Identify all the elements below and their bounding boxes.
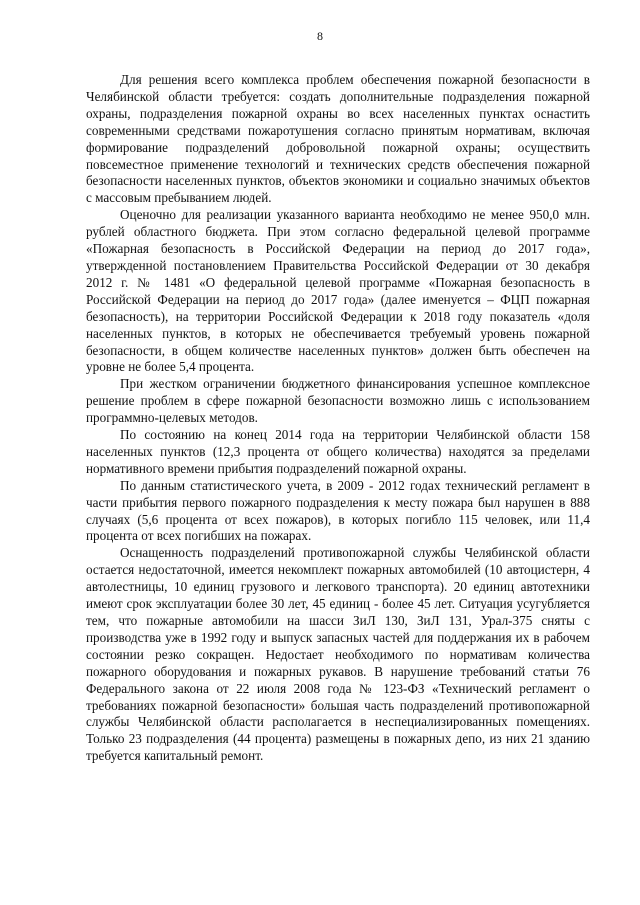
paragraph-statistics-2009-2012: По данным статистического учета, в 2009 - 2012 годах технический регламент в части прибытия первого пожарного подразделения к месту пожара был нарушен в 888 случаях (5,6 процента от всех пожаров), в которых погибло 115 человек, или 11,4 процента от всех погибших на пожарах. [86, 477, 590, 544]
document-body [86, 72, 590, 765]
paragraph-budget-estimate: Оценочно для реализации указанного варианта необходимо не менее 950,0 млн. рублей областного бюджета. При этом согласно федеральной целевой программе «Пожарная безопасность в Российской Федерации на период до 2017 года», утвержденной постановлением Правительства Российской Федерации от 30 декабря 2012 г. № 1481 «О федеральной целевой программе «Пожарная безопасность в Российской Федерации на период до 2017 года» (далее именуется – ФЦП пожарная безопасность), на территории Российской Федерации к 2018 году показатель «доля населенных пунктов, в которых не обеспечивается требуемый уровень пожарной безопасности, в общем количестве населенных пунктов» должен быть обеспечен на уровне не более 5,4 процента. [86, 207, 590, 375]
paragraph-fire-safety-measures: Для решения всего комплекса проблем обеспечения пожарной безопасности в Челябинской области требуется: создать дополнительные подразделения пожарной охраны, подразделения пожарной охраны во всех населенных пунктах оснастить современными средствами пожаротушения согласно принятым нормативам, включая формирование подразделений добровольной пожарной охраны; осуществить повсеместное применение технологий и технических средств обеспечения пожарной безопасности населенных пунктов, объектов экономики и социально значимых объектов с массовым пребыванием людей. [86, 72, 590, 206]
page-number: 8 [317, 29, 323, 43]
paragraph-settlements-2014: По состоянию на конец 2014 года на территории Челябинской области 158 населенных пунктов (12,3 процента от общего количества) находятся за пределами нормативного времени прибытия подразделений пожарной охраны. [86, 427, 590, 476]
paragraph-equipment-status: Оснащенность подразделений противопожарной службы Челябинской области остается недостаточной, имеется некомплект пожарных автомобилей (10 автоцистерн, 4 автолестницы, 10 единиц грузового и легкового транспорта). 20 единиц автотехники имеют срок эксплуатации более 30 лет, 45 единиц - более 45 лет. Ситуация усугубляется тем, что пожарные автомобили на шасси ЗиЛ 130, ЗиЛ 131, Урал-375 сняты с производства уже в 1992 году и выпуск запасных частей для поддержания их в рабочем состоянии резко сокращен. Недостает необходимого по нормативам количества пожарного оборудования и пожарных рукавов. В нарушение требований статьи 76 Федерального закона от 22 июля 2008 года № 123-ФЗ «Технический регламент о требованиях пожарной безопасности» большая часть подразделений противопожарной службы Челябинской области располагается в неспециализированных помещениях. Только 23 подразделения (44 процента) размещены в пожарных депо, из них 21 зданию требуется капитальный ремонт. [86, 545, 590, 764]
paragraph-program-methods: При жестком ограничении бюджетного финансирования успешное комплексное решение проблем в сфере пожарной безопасности возможно лишь с использованием программно-целевых методов. [86, 376, 590, 426]
